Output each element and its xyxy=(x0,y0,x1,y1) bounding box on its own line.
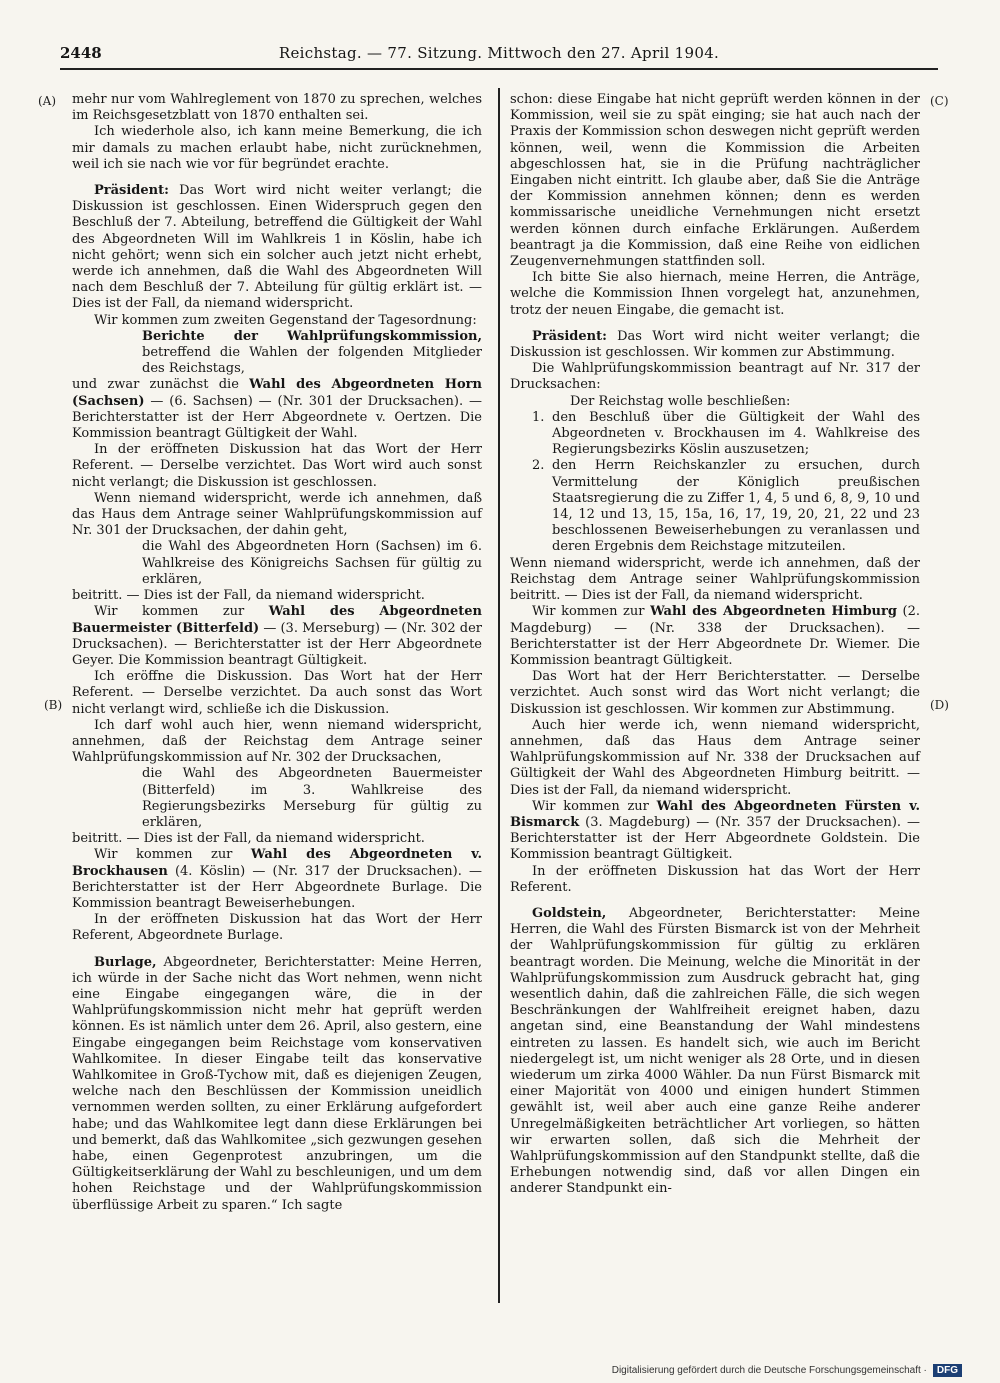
paragraph: Ich eröffne die Diskussion. Das Wort hat der Herr Referent. — Derselbe verzichtet. Da auch sonst das Wort nicht verlangt wird, schließe ich die Diskussion. xyxy=(72,669,482,717)
speaker-name: Präsident: xyxy=(94,183,169,199)
speaker-name: Präsident: xyxy=(532,328,607,344)
margin-mark-c: (C) xyxy=(930,94,949,108)
agenda-item: Berichte der Wahlprüfungskommission, xyxy=(142,328,482,344)
paragraph: Auch hier werde ich, wenn niemand widerspricht, annehmen, daß das Haus dem Antrage seiner Wahlprüfungskommission auf Nr. 338 der Drucksachen auf Gültigkeit der Wahl des Abgeordneten Himburg beitritt. — Dies ist der Fall, da niemand widerspricht. xyxy=(510,717,920,798)
margin-mark-b: (B) xyxy=(44,698,63,712)
paragraph: Wir kommen zur Wahl des Abgeordneten Fürsten v. Bismarck (3. Magdeburg) — (Nr. 357 der Drucksachen). — Berichterstatter ist der Herr Abgeordnete Goldstein. Die Kommission beantragt Gültigkeit. xyxy=(510,798,920,863)
paragraph: Ich darf wohl auch hier, wenn niemand widerspricht, annehmen, daß der Reichstag dem Antrage seiner Wahlprüfungskommission auf Nr. 302 der Drucksachen, xyxy=(72,717,482,766)
digitization-footer xyxy=(612,1364,962,1377)
header-rule xyxy=(60,68,938,70)
resolution-text: die Wahl des Abgeordneten Horn (Sachsen) im 6. Wahlkreise des Königreichs Sachsen für gültig zu erklären, xyxy=(142,539,482,587)
paragraph: Wir kommen zur Wahl des Abgeordneten v. Brockhausen (4. Köslin) — (Nr. 317 der Drucksachen). — Berichterstatter ist der Herr Abgeordnete Burlage. Die Kommission beantragt Beweiserhebungen. xyxy=(72,847,482,911)
resolution-text: die Wahl des Abgeordneten Bauermeister (Bitterfeld) im 3. Wahlkreise des Regierungsbezirks Merseburg für gültig zu erklären, xyxy=(142,766,482,830)
motion-item: 1. den Beschluß über die Gültigkeit der Wahl des Abgeordneten v. Brockhausen im 4. Wahlkreise des Regierungsbezirks Köslin auszusetzen; xyxy=(532,409,920,458)
paragraph: Burlage, Abgeordneter, Berichterstatter: Meine Herren, ich würde in der Sache nicht das Wort nehmen, wenn nicht eine Eingabe eingegangen wäre, die in der Wahlprüfungskommission nicht mehr hat geprüft werden können. Es ist nämlich unter dem 26. April, also gestern, eine Eingabe eingegangen beim Reichstage vom konservativen Wahlkomitee. In dieser Eingabe teilt das konservative Wahlkomitee in Groß-Tychow mit, daß es diejenigen Zeugen, welche nach den Beschlüssen der Kommission uneidlich vernommen werden sollten, zu einer Erklärung aufgefordert habe; und das Wahlkomitee legt dann diese Erklärungen bei und bemerkt, daß das Wahlkomitee „sich gezwungen gesehen habe, einen Gegenprotest anzubringen, um die Gültigkeitserklärung der Wahl zu beschleunigen, und um dem hohen Reichstage und der Wahlprüfungskommission überflüssige Arbeit zu sparen.“ Ich sagte xyxy=(72,954,482,1213)
paragraph: beitritt. — Dies ist der Fall, da niemand widerspricht. xyxy=(72,588,425,604)
margin-mark-a: (A) xyxy=(38,94,57,108)
paragraph: Ich bitte Sie also hiernach, meine Herren, die Anträge, welche die Kommission Ihnen vorgelegt hat, anzunehmen, trotz der neuen Eingabe, die gemacht ist. xyxy=(510,270,920,318)
paragraph: mehr nur vom Wahlreglement von 1870 zu sprechen, welches im Reichsgesetzblatt von 1870 enthalten sei. xyxy=(72,92,482,124)
dfg-logo: DFG xyxy=(933,1364,962,1377)
paragraph: Präsident: Das Wort wird nicht weiter verlangt; die Diskussion ist geschlossen. Einen Widerspruch gegen den Beschluß der 7. Abteilung, betreffend die Gültigkeit der Wahl des Abgeordneten Will im Wahlkreis 1 in Köslin, habe ich nicht gehört; wenn sich ein solcher auch jetzt nicht erhebt, werde ich annehmen, daß die Wahl des Abgeordneten Will nach dem Beschluß der 7. Abteilung für gültig erklärt ist. — Dies ist der Fall, da niemand widerspricht. xyxy=(72,183,482,312)
paragraph: Wenn niemand widerspricht, werde ich annehmen, daß der Reichstag dem Antrage seiner Wahlprüfungskommission beitritt. — Dies ist der Fall, da niemand widerspricht. xyxy=(510,555,920,604)
paragraph: Goldstein, Abgeordneter, Berichterstatter: Meine Herren, die Wahl des Fürsten Bismarck ist von der Mehrheit der Wahlprüfungskommission für gültig zu erklären beantragt worden. Die Meinung, welche die Minorität in der Wahlprüfungskommission zum Ausdruck gebracht hat, ging wesentlich dahin, daß die zahlreichen Fälle, die sich wegen Beschränkungen der Wahlfreiheit ereignet haben, dazu angetan sind, eine Beanstandung der Wahl mindestens eintreten zu lassen. Es handelt sich, wie auch im Bericht niedergelegt ist, um nicht weniger als 28 Orte, und in diesen wiederum um zirka 4000 Wähler. Da nun Fürst Bismarck mit einer Majorität von 4000 und einigen hundert Stimmen gewählt ist, weil aber auch eine ganze Reihe anderer Unregelmäßigkeiten beträchtlicher Art vorliegen, so hätten wir erwarten sollen, daß sich die Mehrheit der Wahlprüfungskommission auf den Standpunkt stellte, daß die Erhebungen notwendig sind, daß vor allen Dingen ein anderer Standpunkt ein- xyxy=(510,905,920,1197)
paragraph: In der eröffneten Diskussion hat das Wort der Herr Referent. xyxy=(510,863,920,895)
column-divider xyxy=(498,88,500,1303)
election-heading: Wahl des Abgeordneten Bauermeister (Bitterfeld) xyxy=(72,604,482,636)
paragraph: Präsident: Das Wort wird nicht weiter verlangt; die Diskussion ist geschlossen. Wir kommen zur Abstimmung. xyxy=(510,328,920,361)
motion-intro: Der Reichstag wolle beschließen: xyxy=(570,393,791,409)
paragraph: Die Wahlprüfungskommission beantragt auf Nr. 317 der Drucksachen: xyxy=(510,361,920,393)
paragraph: und zwar zunächst die Wahl des Abgeordneten Horn (Sachsen) — (6. Sachsen) — (Nr. 301 der Drucksachen). — Berichterstatter ist der Herr Abgeordnete v. Oertzen. Die Kommission beantragt Gültigkeit der Wahl. xyxy=(72,377,482,442)
paragraph: beitritt. — Dies ist der Fall, da niemand widerspricht. xyxy=(72,831,425,847)
paragraph: Wenn niemand widerspricht, werde ich annehmen, daß das Haus dem Antrage seiner Wahlprüfungskommission auf Nr. 301 der Drucksachen, der dahin geht, xyxy=(72,490,482,539)
paragraph: Das Wort hat der Herr Berichterstatter. — Derselbe verzichtet. Auch sonst wird das Wort nicht verlangt; die Diskussion ist geschlossen. Wir kommen zur Abstimmung. xyxy=(510,669,920,717)
paragraph: Wir kommen zur Wahl des Abgeordneten Himburg (2. Magdeburg) — (Nr. 338 der Drucksachen). — Berichterstatter ist der Herr Abgeordnete Dr. Wiemer. Die Kommission beantragt Gültigkeit. xyxy=(510,604,920,668)
left-column xyxy=(72,92,482,1214)
paragraph: schon: diese Eingabe hat nicht geprüft werden können in der Kommission, weil sie zu spät einging; sie hat auch nach der Praxis der Kommission schon deswegen nicht geprüft werden können, weil, wenn die Kommission die Arbeiten abgeschlossen hat, sie in die Prüfung nachträglicher Eingaben nicht eintritt. Ich glaube aber, daß Sie die Anträge der Kommission annehmen können; denn es werden kommissarische uneidliche Vernehmungen nicht ersetzt werden können durch einfache Erklärungen. Außerdem beantragt ja die Kommission, daß eine Reihe von eidlichen Zeugenvernehmungen stattfinden soll. xyxy=(510,92,920,270)
election-heading: Wahl des Abgeordneten Himburg xyxy=(650,604,897,620)
margin-mark-d: (D) xyxy=(930,698,949,712)
paragraph: Wir kommen zum zweiten Gegenstand der Tagesordnung: xyxy=(94,312,477,328)
election-heading: Wahl des Abgeordneten v. Brockhausen xyxy=(72,847,482,879)
page-number: 2448 xyxy=(60,44,102,62)
paragraph: In der eröffneten Diskussion hat das Wort der Herr Referent, Abgeordnete Burlage. xyxy=(72,912,482,944)
paragraph: Wir kommen zur Wahl des Abgeordneten Bauermeister (Bitterfeld) — (3. Merseburg) — (Nr. 302 der Drucksachen). — Berichterstatter ist der Herr Abgeordnete Geyer. Die Kommission beantragt Gültigkeit. xyxy=(72,604,482,668)
paragraph: Ich wiederhole also, ich kann meine Bemerkung, die ich mir damals zu machen erlaubt habe, nicht zurücknehmen, weil ich sie nach wie vor für begründet erachte. xyxy=(72,124,482,172)
motion-item: 2. den Herrn Reichskanzler zu ersuchen, durch Vermittelung der Königlich preußischen Staatsregierung die zu Ziffer 1, 4, 5 und 6, 8, 9, 10 und 14, 12 und 13, 15, 15a, 16, 17, 19, 20, 21, 22 und 23 beschlossenen Beweiserhebungen zu veranlassen und deren Ergebnis dem Reichstage mitzuteilen. xyxy=(532,458,920,555)
paragraph: Berichte der Wahlprüfungskommission, betreffend die Wahlen der folgenden Mitglieder des Reichstags, xyxy=(142,328,482,377)
speaker-name: Goldstein, xyxy=(532,905,607,921)
speaker-name: Burlage, xyxy=(94,954,157,970)
election-heading: Wahl des Abgeordneten Fürsten v. Bismarck xyxy=(510,798,920,830)
paragraph: In der eröffneten Diskussion hat das Wort der Herr Referent. — Derselbe verzichtet. Das Wort wird auch sonst nicht verlangt; die Diskussion ist geschlossen. xyxy=(72,442,482,490)
footer-text: Digitalisierung gefördert durch die Deutsche Forschungsgemeinschaft · xyxy=(611,1365,927,1376)
right-column xyxy=(510,92,920,1198)
election-heading: Wahl des Abgeordneten Horn (Sachsen) xyxy=(72,377,482,409)
running-title: Reichstag. — 77. Sitzung. Mittwoch den 27. April 1904. xyxy=(278,44,720,62)
